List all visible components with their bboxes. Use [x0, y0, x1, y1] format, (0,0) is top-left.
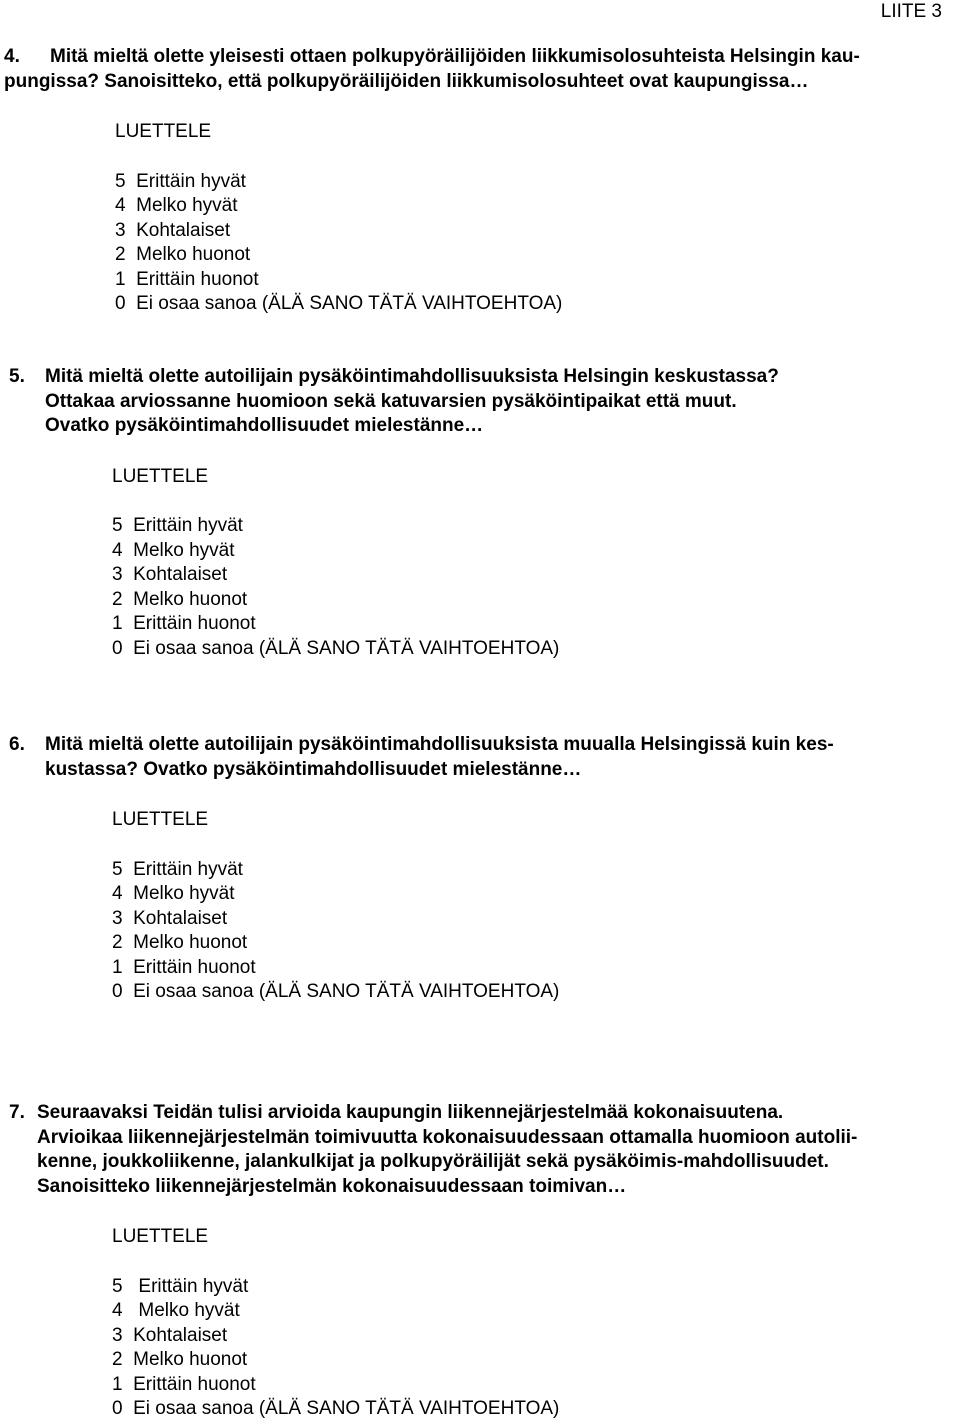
question-text	[45, 733, 954, 782]
question-line: kustassa? Ovatko pysäköintimahdollisuudet mielestänne…	[45, 758, 582, 780]
question-number: 7.	[9, 1102, 25, 1123]
question-number: 5.	[9, 366, 25, 387]
answer-option: 4 Melko hyvät	[112, 539, 235, 561]
answer-option: 1 Erittäin huonot	[112, 1373, 256, 1395]
answer-option: 1 Erittäin huonot	[112, 613, 256, 634]
question-number: 6.	[9, 734, 25, 755]
question-number: 4.	[4, 46, 20, 67]
question-line: Mitä mieltä olette autoilijain pysäköintimahdollisuuksista Helsingin keskustassa?	[45, 366, 779, 387]
answer-option: 0 Ei osaa sanoa (ÄLÄ SANO TÄTÄ VAIHTOEHTOA)	[112, 1398, 560, 1419]
answer-option: 2 Melko huonot	[112, 932, 248, 953]
answer-option: 3 Kohtalaiset	[115, 219, 231, 241]
question-line: Mitä mieltä olette yleisesti ottaen polkupyöräilijöiden liikkumisolosuhteista Helsingin kau-	[50, 46, 860, 67]
question-heading	[9, 1101, 954, 1199]
answer-options	[112, 858, 954, 1005]
instruction-label: LUETTELE	[112, 809, 209, 830]
question-line: kenne, joukkoliikenne, jalankulkijat ja polkupyöräilijät sekä pysäköimis-mahdollisuudet.	[37, 1151, 829, 1172]
answer-option: 2 Melko huonot	[115, 244, 251, 265]
question-heading	[9, 733, 954, 782]
answer-option: 4 Melko hyvät	[115, 195, 238, 216]
answer-options	[112, 1275, 954, 1422]
question-line: Seuraavaksi Teidän tulisi arvioida kaupungin liikennejärjestelmää kokonaisuutena.	[37, 1102, 784, 1123]
question-line: Sanoisitteko liikennejärjestelmän kokonaisuudessaan toimivan…	[37, 1175, 627, 1197]
answer-option: 0 Ei osaa sanoa (ÄLÄ SANO TÄTÄ VAIHTOEHTOA)	[112, 637, 560, 659]
instruction-label: LUETTELE	[112, 465, 209, 487]
question-line: Mitä mieltä olette autoilijain pysäköintimahdollisuuksista muualla Helsingissä kuin kes-	[45, 734, 834, 755]
question-line: Ottakaa arviossanne huomioon sekä katuvarsien pysäköintipaikat että muut.	[45, 390, 737, 412]
answer-option: 1 Erittäin huonot	[112, 956, 256, 978]
question-text	[37, 1101, 954, 1199]
question-heading	[4, 45, 954, 70]
instruction-label: LUETTELE	[112, 1226, 209, 1247]
answer-option: 4 Melko hyvät	[112, 1300, 240, 1321]
instruction-label: LUETTELE	[115, 121, 212, 142]
answer-option: 3 Kohtalaiset	[112, 564, 228, 585]
answer-option: 4 Melko hyvät	[112, 883, 235, 904]
answer-options	[112, 514, 954, 661]
question-line: pungissa? Sanoisitteko, että polkupyöräilijöiden liikkumisolosuhteet ovat kaupungissa…	[4, 70, 809, 92]
answer-option: 5 Erittäin hyvät	[112, 1275, 249, 1297]
question-6	[9, 733, 954, 1005]
answer-option: 2 Melko huonot	[112, 588, 248, 610]
question-line: Arvioikaa liikennejärjestelmän toimivuutta kokonaisuudessaan ottamalla huomioon autolii-	[37, 1126, 858, 1148]
answer-option: 5 Erittäin hyvät	[112, 515, 243, 536]
answer-option: 0 Ei osaa sanoa (ÄLÄ SANO TÄTÄ VAIHTOEHTOA)	[112, 981, 560, 1002]
answer-option: 0 Ei osaa sanoa (ÄLÄ SANO TÄTÄ VAIHTOEHTOA)	[115, 293, 563, 314]
question-text	[50, 45, 954, 70]
answer-option: 3 Kohtalaiset	[112, 1324, 228, 1346]
answer-option: 2 Melko huonot	[112, 1349, 248, 1370]
question-heading	[9, 365, 954, 439]
answer-option: 5 Erittäin hyvät	[115, 170, 246, 192]
answer-options	[115, 170, 954, 317]
appendix-label: LIITE 3	[880, 1, 942, 22]
question-line: Ovatko pysäköintimahdollisuudet mielestänne…	[45, 415, 484, 436]
answer-option: 5 Erittäin hyvät	[112, 858, 243, 880]
question-7	[9, 1101, 954, 1422]
question-5	[9, 365, 954, 661]
question-text	[45, 365, 954, 439]
answer-option: 1 Erittäin huonot	[115, 268, 259, 290]
answer-option: 3 Kohtalaiset	[112, 907, 228, 929]
question-4	[4, 45, 954, 317]
